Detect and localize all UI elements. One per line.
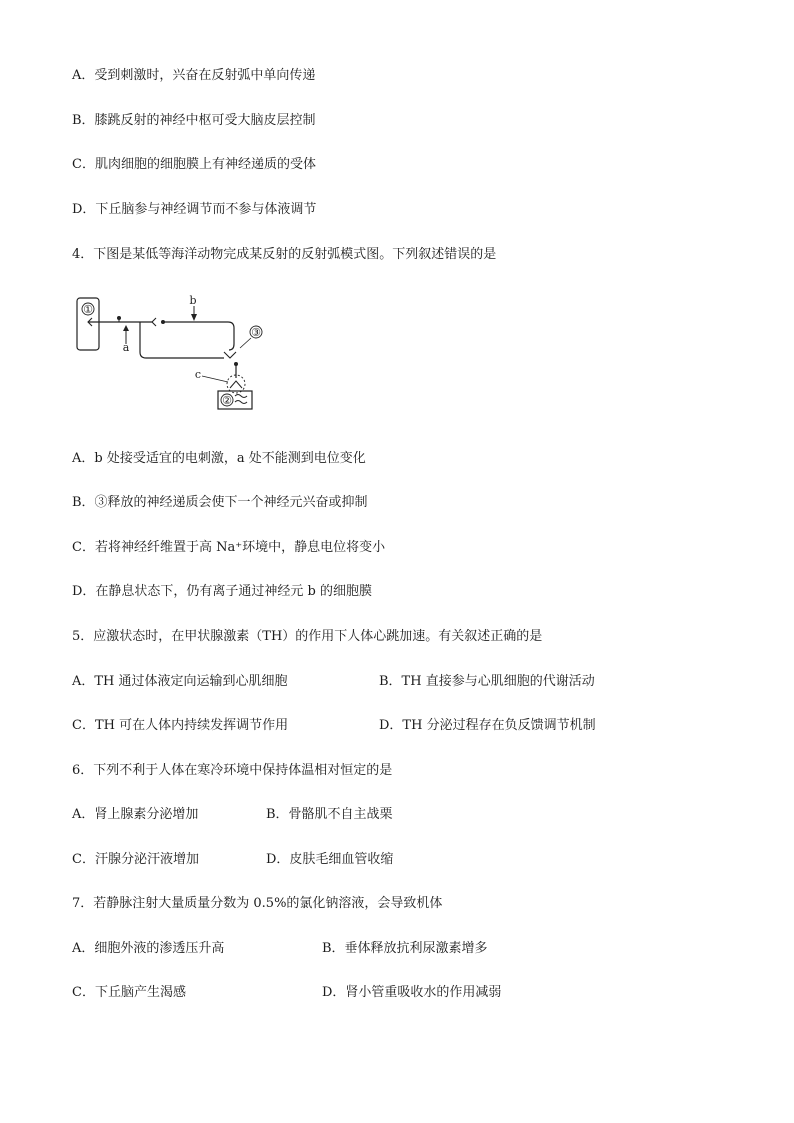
label-a: a [122,341,130,354]
synapse-1 [152,318,156,326]
label-2: ② [222,394,232,407]
q5-stem: 5．应激状态时，在甲状腺激素（TH）的作用下人体心跳加速。有关叙述正确的是 [72,629,543,644]
q4-option-a: A．b 处接受适宜的电刺激，a 处不能测到电位变化 [72,451,366,466]
q6-stem: 6．下列不利于人体在寒冷环境中保持体温相对恒定的是 [72,763,393,778]
label-1: ① [83,303,93,316]
q6-option-d: D．皮肤毛细血管收缩 [266,852,394,867]
arrow-b-head [191,314,197,321]
q7-option-b: B．垂体释放抗利尿激素增多 [322,941,488,956]
q7-option-c: C．下丘脑产生渴感 [72,985,186,1000]
q5-option-a: A．TH 通过体液定向运输到心肌细胞 [72,674,288,689]
interneuron-fiber [163,322,234,350]
arrow-a-head [123,325,129,331]
q5-option-b: B．TH 直接参与心肌细胞的代谢活动 [379,674,595,689]
label-3: ③ [251,326,261,339]
q4-stem: 4．下图是某低等海洋动物完成某反射的反射弧模式图。下列叙述错误的是 [72,247,497,262]
q3-option-b: B．膝跳反射的神经中枢可受大脑皮层控制 [72,113,316,128]
q6-option-a: A．肾上腺素分泌增加 [72,807,199,822]
q6-option-b: B．骨骼肌不自主战栗 [266,807,393,822]
q4-option-b: B．③释放的神经递质会使下一个神经元兴奋或抑制 [72,495,368,510]
interneuron-bottom [140,352,224,358]
motor-end-plate [230,381,242,388]
q4-option-c: C．若将神经纤维置于高 Na⁺环境中，静息电位将变小 [72,540,386,555]
q7-option-d: D．肾小管重吸收水的作用减弱 [322,985,502,1000]
q5-option-c: C．TH 可在人体内持续发挥调节作用 [72,718,289,733]
label-c: c [194,368,202,381]
q4-option-d: D．在静息状态下，仍有离子通过神经元 b 的细胞膜 [72,584,373,599]
reflex-arc-diagram [72,294,272,414]
q3-option-a: A．受到刺激时，兴奋在反射弧中单向传递 [72,68,316,83]
effector-waves [235,395,247,404]
q6-option-c: C．汗腺分泌汗液增加 [72,852,199,867]
label-b: b [189,294,197,307]
q3-option-d: D．下丘脑参与神经调节而不参与体液调节 [72,202,317,217]
synapse-3 [224,352,236,358]
q3-option-c: C．肌肉细胞的细胞膜上有神经递质的受体 [72,157,316,172]
q7-option-a: A．细胞外液的渗透压升高 [72,941,225,956]
q7-stem: 7．若静脉注射大量质量分数为 0.5%的氯化钠溶液，会导致机体 [72,896,443,911]
q5-option-d: D．TH 分泌过程存在负反馈调节机制 [379,718,596,733]
